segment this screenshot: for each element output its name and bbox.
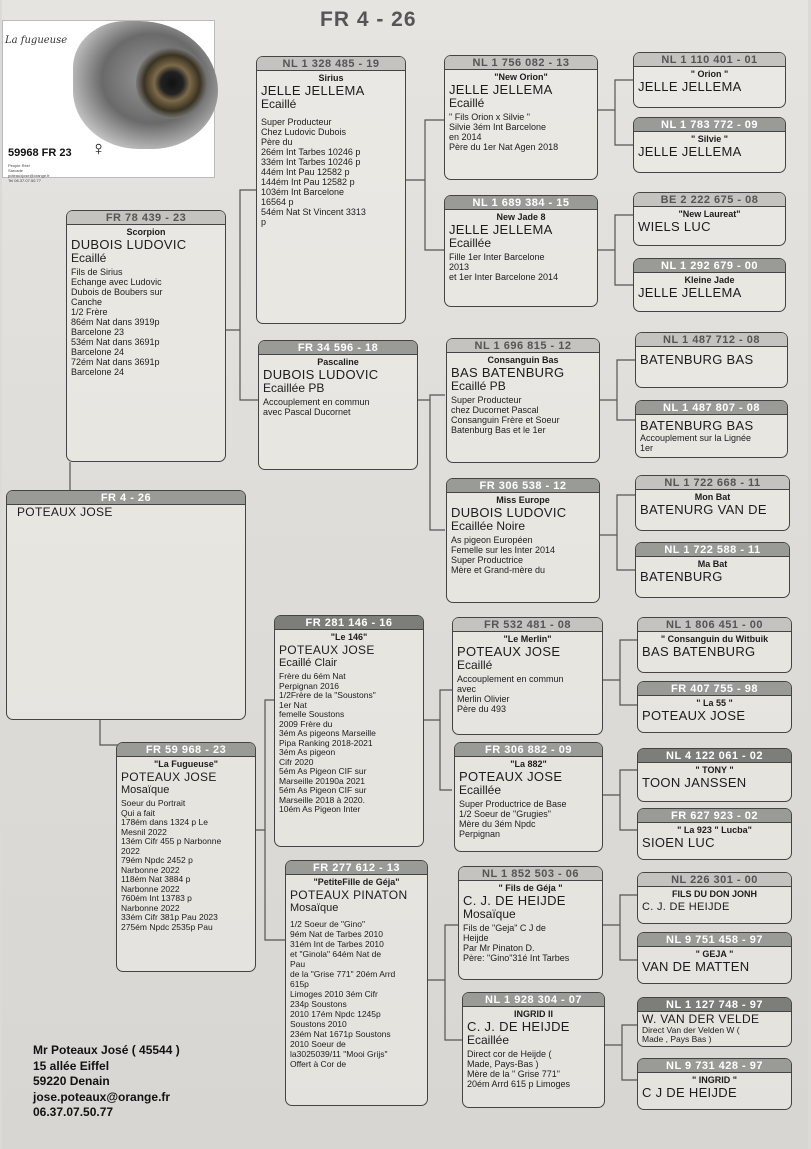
note-line: Batenburg Bas et le 1er — [451, 425, 546, 435]
box-ring: NL 1 696 815 - 12 — [447, 339, 599, 353]
note-line: chez Ducornet Pascal — [451, 405, 539, 415]
photo-name: La fugueuse — [5, 35, 68, 46]
box-name: "PetiteFille de Géja" — [313, 877, 400, 887]
gen4-box-2 — [633, 117, 786, 173]
note-line: 54ém Nat St Vincent 3313 — [261, 207, 366, 217]
note-line: Dubois de Boubers sur — [71, 287, 163, 297]
note-line: Marseille 2018 à 2020. — [279, 794, 366, 805]
note-line: Par Mr Pinaton D. — [463, 943, 535, 953]
box-notes — [453, 672, 602, 714]
note-line: 79ém Npdc 2452 p — [121, 855, 193, 865]
box-ring: NL 1 487 807 - 08 — [636, 401, 787, 415]
note-line: Echange avec Ludovic — [71, 277, 162, 287]
note-line: 234p Soustons — [290, 999, 347, 1009]
subject-breeder: POTEAUX JOSE — [17, 505, 113, 519]
box-color: Ecaillé — [261, 97, 297, 111]
box-notes — [455, 797, 602, 839]
box-notes — [445, 110, 597, 152]
owner-city: 59220 Denain — [33, 1074, 110, 1088]
note-line: Silvie 3ém Int Barcelone — [449, 122, 547, 132]
dam-breeder: POTEAUX JOSE — [121, 770, 217, 784]
box-ring: NL 9 751 458 - 97 — [638, 933, 791, 947]
box-breeder: WIELS LUC — [638, 219, 711, 234]
note-line: Marseille 20190a 2021 — [279, 775, 366, 786]
box-breeder: JELLE JELLEMA — [449, 222, 553, 237]
note-line: Super Producteur — [261, 117, 332, 127]
box-notes — [445, 250, 597, 282]
box-name: FILS DU DON JONH — [671, 889, 757, 899]
note-line: 13ém Cifr 455 p Narbonne — [121, 836, 222, 846]
box-ring: NL 4 122 061 - 02 — [638, 749, 791, 763]
box-notes — [447, 393, 599, 435]
note-line: Limoges 2010 3ém Cifr — [290, 989, 378, 999]
box-breeder: BATENBURG BAS — [640, 418, 754, 433]
box-notes — [463, 1047, 604, 1089]
note-line: Barcelone 24 — [71, 347, 125, 357]
box-breeder: POTEAUX JOSE — [457, 644, 561, 659]
note-line: Canche — [71, 297, 103, 307]
box-breeder: JELLE JELLEMA — [261, 83, 365, 98]
note-line: avec Pascal Ducornet — [263, 407, 351, 417]
owner-contact — [33, 1043, 180, 1121]
note-line: 86ém Nat dans 3919p — [71, 317, 160, 327]
note-line: 2010 17ém Npdc 1245p — [290, 1009, 381, 1019]
owner-street: 15 allée Eiffel — [33, 1058, 110, 1073]
box-breeder: POTEAUX JOSE — [279, 643, 375, 657]
box-ring: FR 306 882 - 09 — [455, 743, 602, 757]
box-breeder: JELLE JELLEMA — [638, 79, 742, 94]
gen4-box-4 — [633, 258, 786, 312]
note-line: Accouplement en commun — [263, 397, 370, 407]
note-line: 10ém As Pigeon Inter — [279, 804, 361, 814]
note-line: 275ém Npdc 2535p Pau — [121, 921, 213, 932]
box-name: Ma Bat — [697, 559, 728, 569]
female-symbol-icon: ♀ — [91, 138, 106, 160]
box-ring: FR 277 612 - 13 — [286, 861, 427, 875]
box-name: " GEJA " — [695, 949, 734, 959]
gen3-box-8 — [462, 992, 605, 1108]
gen4-box-3 — [633, 192, 786, 246]
box-ring: NL 1 852 503 - 06 — [459, 867, 602, 881]
note-line: Super Productrice de Base — [459, 799, 567, 809]
granddam-paternal-box — [258, 340, 418, 470]
box-breeder: JELLE JELLEMA — [638, 144, 742, 159]
box-name: Mon Bat — [694, 492, 731, 502]
box-notes — [459, 921, 602, 963]
box-breeder: C. J. DE HEIJDE — [467, 1019, 570, 1034]
photo-fine-print: Peuple Réel Sarcade poteauxjose@orange.fr Tel 06.37.07.50.77 — [8, 163, 50, 183]
box-ring: BE 2 222 675 - 08 — [634, 193, 785, 207]
box-name: "New Orion" — [494, 72, 548, 82]
box-ring: NL 1 328 485 - 19 — [257, 57, 405, 71]
note-line: 2009 Frère du — [279, 718, 333, 729]
box-name: Pascaline — [317, 357, 359, 367]
note-line: Soustons 2010 — [290, 1019, 347, 1029]
note-line: 23ém Nat 1671p Soustons — [290, 1029, 391, 1039]
box-ring: FR 281 146 - 16 — [275, 616, 423, 630]
note-line: 9ém Nat de Tarbes 2010 — [290, 929, 383, 939]
note-line: Perpignan 2016 — [279, 680, 340, 691]
dam-box — [116, 742, 256, 972]
gen3-box-4 — [446, 478, 600, 603]
note-line: Fils de Sirius — [71, 267, 123, 277]
box-name: " Consanguin du Witbuik — [660, 634, 769, 644]
box-breeder: JELLE JELLEMA — [638, 285, 742, 300]
box-ring: FR 407 755 - 98 — [638, 682, 791, 696]
box-ring: NL 1 127 748 - 97 — [638, 998, 791, 1012]
note-line: 1er — [640, 443, 654, 453]
box-breeder: BAS BATENBURG — [451, 365, 565, 380]
box-color: Ecaillée — [467, 1033, 510, 1047]
box-breeder: SIOEN LUC — [642, 835, 715, 850]
box-ring: NL 1 487 712 - 08 — [636, 333, 787, 347]
note-line: 53ém Nat dans 3691p — [71, 337, 160, 347]
box-ring: NL 1 292 679 - 00 — [634, 259, 785, 273]
gen4-box-12 — [637, 808, 792, 860]
gen3-box-6 — [454, 742, 603, 852]
note-line: p — [261, 217, 267, 227]
note-line: 72ém Nat dans 3691p — [71, 357, 160, 367]
box-ring: NL 226 301 - 00 — [638, 873, 791, 887]
grandsire-paternal-box — [256, 56, 406, 324]
gen3-box-3 — [446, 338, 600, 463]
note-line: As pigeon Européen — [451, 535, 533, 545]
note-line: et 1er Inter Barcelone 2014 — [449, 272, 559, 282]
box-notes — [259, 395, 417, 417]
owner-name: Mr Poteaux José ( 45544 ) — [33, 1043, 180, 1057]
note-line: Accouplement sur la Lignée — [640, 433, 752, 443]
sire-name: Scorpion — [126, 227, 166, 237]
note-line: Frère du 6ém Nat — [279, 671, 346, 681]
note-line: Qui a fait — [121, 807, 156, 818]
note-line: Accouplement en commun — [457, 674, 564, 684]
note-line: Narbonne 2022 — [121, 883, 180, 894]
note-line: 760ém Int 13783 p — [121, 893, 192, 903]
box-ring: NL 1 928 304 - 07 — [463, 993, 604, 1007]
note-line: Mère et Grand-mère du — [451, 565, 546, 575]
box-breeder: POTEAUX JOSE — [459, 769, 563, 784]
note-line: et "Ginola" 64ém Nat de — [290, 949, 382, 959]
note-line: 33ém Int Tarbes 10246 p — [261, 157, 361, 167]
box-notes — [257, 111, 405, 227]
note-line: Made, Pays-Bas ) — [467, 1059, 539, 1069]
gen4-box-6 — [635, 400, 788, 458]
box-breeder: C. J. DE HEIJDE — [642, 901, 730, 913]
note-line: 1/2 Soeur de "Grugies" — [459, 809, 551, 819]
note-line: Pau — [290, 959, 306, 969]
note-line: 178ém dans 1324 p Le — [121, 817, 208, 827]
box-name: " Fils de Géja " — [498, 883, 563, 893]
box-name: " La 923 " Lucba" — [677, 825, 752, 835]
note-line: Super Productrice — [451, 555, 524, 565]
dam-name: "La Fugueuse" — [153, 759, 219, 769]
note-line: Chez Ludovic Dubois — [261, 127, 347, 137]
note-line: femelle Soustons — [279, 709, 345, 719]
note-line: 2010 Soeur de — [290, 1039, 346, 1049]
box-breeder: W. VAN DER VELDE — [642, 1012, 760, 1026]
note-line: 44ém Int Pau 12582 p — [261, 167, 350, 177]
note-line: Barcelone 24 — [71, 367, 125, 377]
note-line: la3025039/11 "Mooi Grijs" — [290, 1049, 388, 1059]
note-line: 3ém As pigeon — [279, 747, 336, 757]
box-breeder: POTEAUX PINATON — [290, 888, 408, 902]
note-line: Super Producteur — [451, 395, 522, 405]
gen4-box-15 — [637, 997, 792, 1047]
box-name: "Le 146" — [330, 632, 368, 642]
note-line: Mesnil 2022 — [121, 826, 167, 837]
subject-ring: FR 4 - 26 — [7, 491, 245, 505]
note-line: 2013 — [449, 262, 470, 272]
note-line: Narbonne 2022 — [121, 902, 180, 913]
gen4-box-1 — [633, 52, 786, 108]
box-ring: NL 1 783 772 - 09 — [634, 118, 785, 132]
gen4-box-11 — [637, 748, 792, 802]
gen4-box-14 — [637, 932, 792, 984]
box-breeder: DUBOIS LUDOVIC — [263, 367, 379, 382]
granddam-maternal-box — [285, 860, 428, 1106]
box-ring: NL 9 731 428 - 97 — [638, 1059, 791, 1073]
box-name: INGRID II — [513, 1009, 553, 1019]
note-line: avec — [457, 684, 477, 694]
note-line: Offert à Cor de — [290, 1059, 347, 1069]
gen4-box-7 — [635, 475, 790, 531]
owner-email[interactable]: jose.poteaux@orange.fr — [33, 1089, 171, 1104]
note-line: Père du 493 — [457, 704, 507, 714]
gen3-box-7 — [458, 866, 603, 980]
box-name: "New Laureat" — [678, 209, 741, 219]
box-ring: NL 1 722 588 - 11 — [636, 543, 789, 557]
note-line: 144ém Int Pau 12582 p — [261, 177, 355, 187]
box-name: " INGRID " — [691, 1075, 738, 1085]
note-line: Consanguin Frère et Soeur — [451, 415, 560, 425]
gen4-box-16 — [637, 1058, 792, 1110]
box-name: New Jade 8 — [496, 212, 546, 222]
box-name: Sirius — [318, 73, 344, 83]
box-breeder: BATENBURG BAS — [640, 352, 754, 367]
sire-color: Ecaillé — [71, 251, 107, 265]
note-line: 20ém Arrd 615 p Limoges — [467, 1079, 571, 1089]
sire-ring: FR 78 439 - 23 — [67, 211, 225, 225]
box-color: Ecaillé — [449, 96, 485, 110]
note-line: 103ém Int Barcelone — [261, 187, 345, 197]
box-notes — [275, 670, 423, 815]
note-line: Père: "Gino"31é Int Tarbes — [463, 953, 570, 963]
box-color: Ecaillé PB — [451, 379, 506, 393]
note-line: Narbonne 2022 — [121, 864, 180, 875]
sire-box — [66, 210, 226, 462]
box-breeder: VAN DE MATTEN — [642, 959, 750, 974]
box-color: Ecaillé Clair — [279, 657, 338, 669]
sire-notes — [67, 265, 225, 377]
note-line: 31ém Int de Tarbes 2010 — [290, 939, 384, 949]
note-line: Père du 1er Nat Agen 2018 — [449, 142, 559, 152]
box-color: Ecaillée PB — [263, 381, 325, 395]
note-line: Pipa Ranking 2018-2021 — [279, 737, 373, 748]
box-name: Kleine Jade — [684, 275, 735, 285]
box-name: " TONY " — [695, 765, 734, 775]
gen4-box-8 — [635, 542, 790, 598]
note-line: " Fils Orion x Silvie " — [449, 112, 530, 122]
box-name: " Orion " — [690, 69, 729, 79]
note-line: Made , Pays Bas ) — [642, 1034, 712, 1044]
note-line: 1/2Frère de la "Soustons" — [279, 690, 376, 700]
box-breeder: BATENURG VAN DE — [640, 502, 767, 517]
box-ring: FR 306 538 - 12 — [447, 479, 599, 493]
box-breeder: DUBOIS LUDOVIC — [451, 505, 567, 520]
box-ring: NL 1 806 451 - 00 — [638, 618, 791, 632]
gen4-box-5 — [635, 332, 788, 388]
box-name: " Silvie " — [690, 134, 729, 144]
note-line: Femelle sur les Inter 2014 — [451, 545, 556, 555]
note-line: 16564 p — [261, 197, 294, 207]
note-line: 118ém Nat 3884 p — [121, 874, 191, 884]
note-line: Direct cor de Heijde ( — [467, 1049, 552, 1059]
gen3-box-5 — [452, 617, 603, 735]
note-line: Heijde — [463, 933, 489, 943]
note-line: Perpignan — [459, 829, 501, 839]
box-breeder: C. J. DE HEIJDE — [463, 893, 566, 908]
note-line: Mère de la " Grise 771" — [467, 1069, 560, 1079]
note-line: 26ém Int Tarbes 10246 p — [261, 147, 361, 157]
photo-ring: 59968 FR 23 — [8, 147, 72, 159]
box-name: Miss Europe — [496, 495, 550, 505]
note-line: 1/2 Soeur de "Gino" — [290, 919, 366, 929]
gen4-box-9 — [637, 617, 792, 673]
box-ring: NL 1 722 668 - 11 — [636, 476, 789, 490]
note-line: en 2014 — [449, 132, 482, 142]
dam-ring: FR 59 968 - 23 — [117, 743, 255, 757]
box-ring: FR 34 596 - 18 — [259, 341, 417, 355]
box-ring: FR 627 923 - 02 — [638, 809, 791, 823]
box-notes — [636, 433, 787, 453]
note-line: Direct Van der Velden W ( — [642, 1025, 740, 1035]
box-ring: FR 532 481 - 08 — [453, 618, 602, 632]
box-color: Ecaillé — [457, 658, 493, 672]
sire-breeder: DUBOIS LUDOVIC — [71, 237, 187, 252]
note-line: 5ém As Pigeon CIF sur — [279, 766, 367, 776]
note-line: 33ém Cifr 381p Pau 2023 — [121, 912, 218, 922]
box-ring: NL 1 756 082 - 13 — [445, 56, 597, 70]
note-line: de la "Grise 771" 20ém Arrd — [290, 969, 396, 979]
note-line: Cifr 2020 — [279, 756, 314, 767]
note-line: 3ém As pigeons Marseille — [279, 728, 376, 738]
note-line: 5ém As Pigeon CIF sur — [279, 785, 367, 795]
box-color: Ecaillée Noire — [451, 519, 526, 533]
box-ring: NL 1 689 384 - 15 — [445, 196, 597, 210]
note-line: Soeur du Portrait — [121, 798, 186, 808]
box-breeder: BATENBURG — [640, 569, 723, 584]
box-name: "Le Merlin" — [503, 634, 552, 644]
note-line: Merlin Olivier — [457, 694, 510, 704]
box-color: Mosaïque — [290, 902, 339, 914]
gen3-box-1 — [444, 55, 598, 180]
box-breeder: BAS BATENBURG — [642, 644, 756, 659]
page-title: FR 4 - 26 — [320, 8, 417, 31]
box-breeder: JELLE JELLEMA — [449, 82, 553, 97]
box-breeder: C J DE HEIJDE — [642, 1085, 737, 1100]
note-line: 1/2 Frère — [71, 307, 108, 317]
box-color: Ecaillée — [459, 783, 502, 797]
box-name: Consanguin Bas — [487, 355, 559, 365]
note-line: Mère du 3ém Npdc — [459, 819, 536, 829]
box-notes — [447, 533, 599, 575]
box-color: Mosaïque — [463, 907, 516, 921]
dam-notes — [117, 797, 255, 932]
box-breeder: TOON JANSSEN — [642, 775, 747, 790]
gen3-box-2 — [444, 195, 598, 307]
gen4-box-10 — [637, 681, 792, 733]
grandsire-maternal-box — [274, 615, 424, 847]
box-ring: NL 1 110 401 - 01 — [634, 53, 785, 67]
box-name: " La 55 " — [696, 698, 733, 708]
note-line: Barcelone 23 — [71, 327, 125, 337]
dam-color: Mosaïque — [121, 784, 170, 796]
note-line: 615p — [290, 979, 309, 989]
note-line: 1er Nat — [279, 699, 307, 710]
box-breeder: POTEAUX JOSE — [642, 708, 746, 723]
box-color: Ecaillée — [449, 236, 492, 250]
gen4-box-13 — [637, 872, 792, 924]
subject-box — [6, 490, 246, 720]
owner-phone: 06.37.07.50.77 — [33, 1105, 114, 1119]
note-line: Fils de "Geja" C J de — [463, 923, 546, 933]
box-notes — [638, 1026, 791, 1044]
note-line: Père du — [261, 137, 293, 147]
box-name: "La 882" — [510, 759, 547, 769]
note-line: 2022 — [121, 845, 140, 856]
note-line: Fille 1er Inter Barcelone — [449, 252, 545, 262]
box-notes — [286, 915, 427, 1069]
